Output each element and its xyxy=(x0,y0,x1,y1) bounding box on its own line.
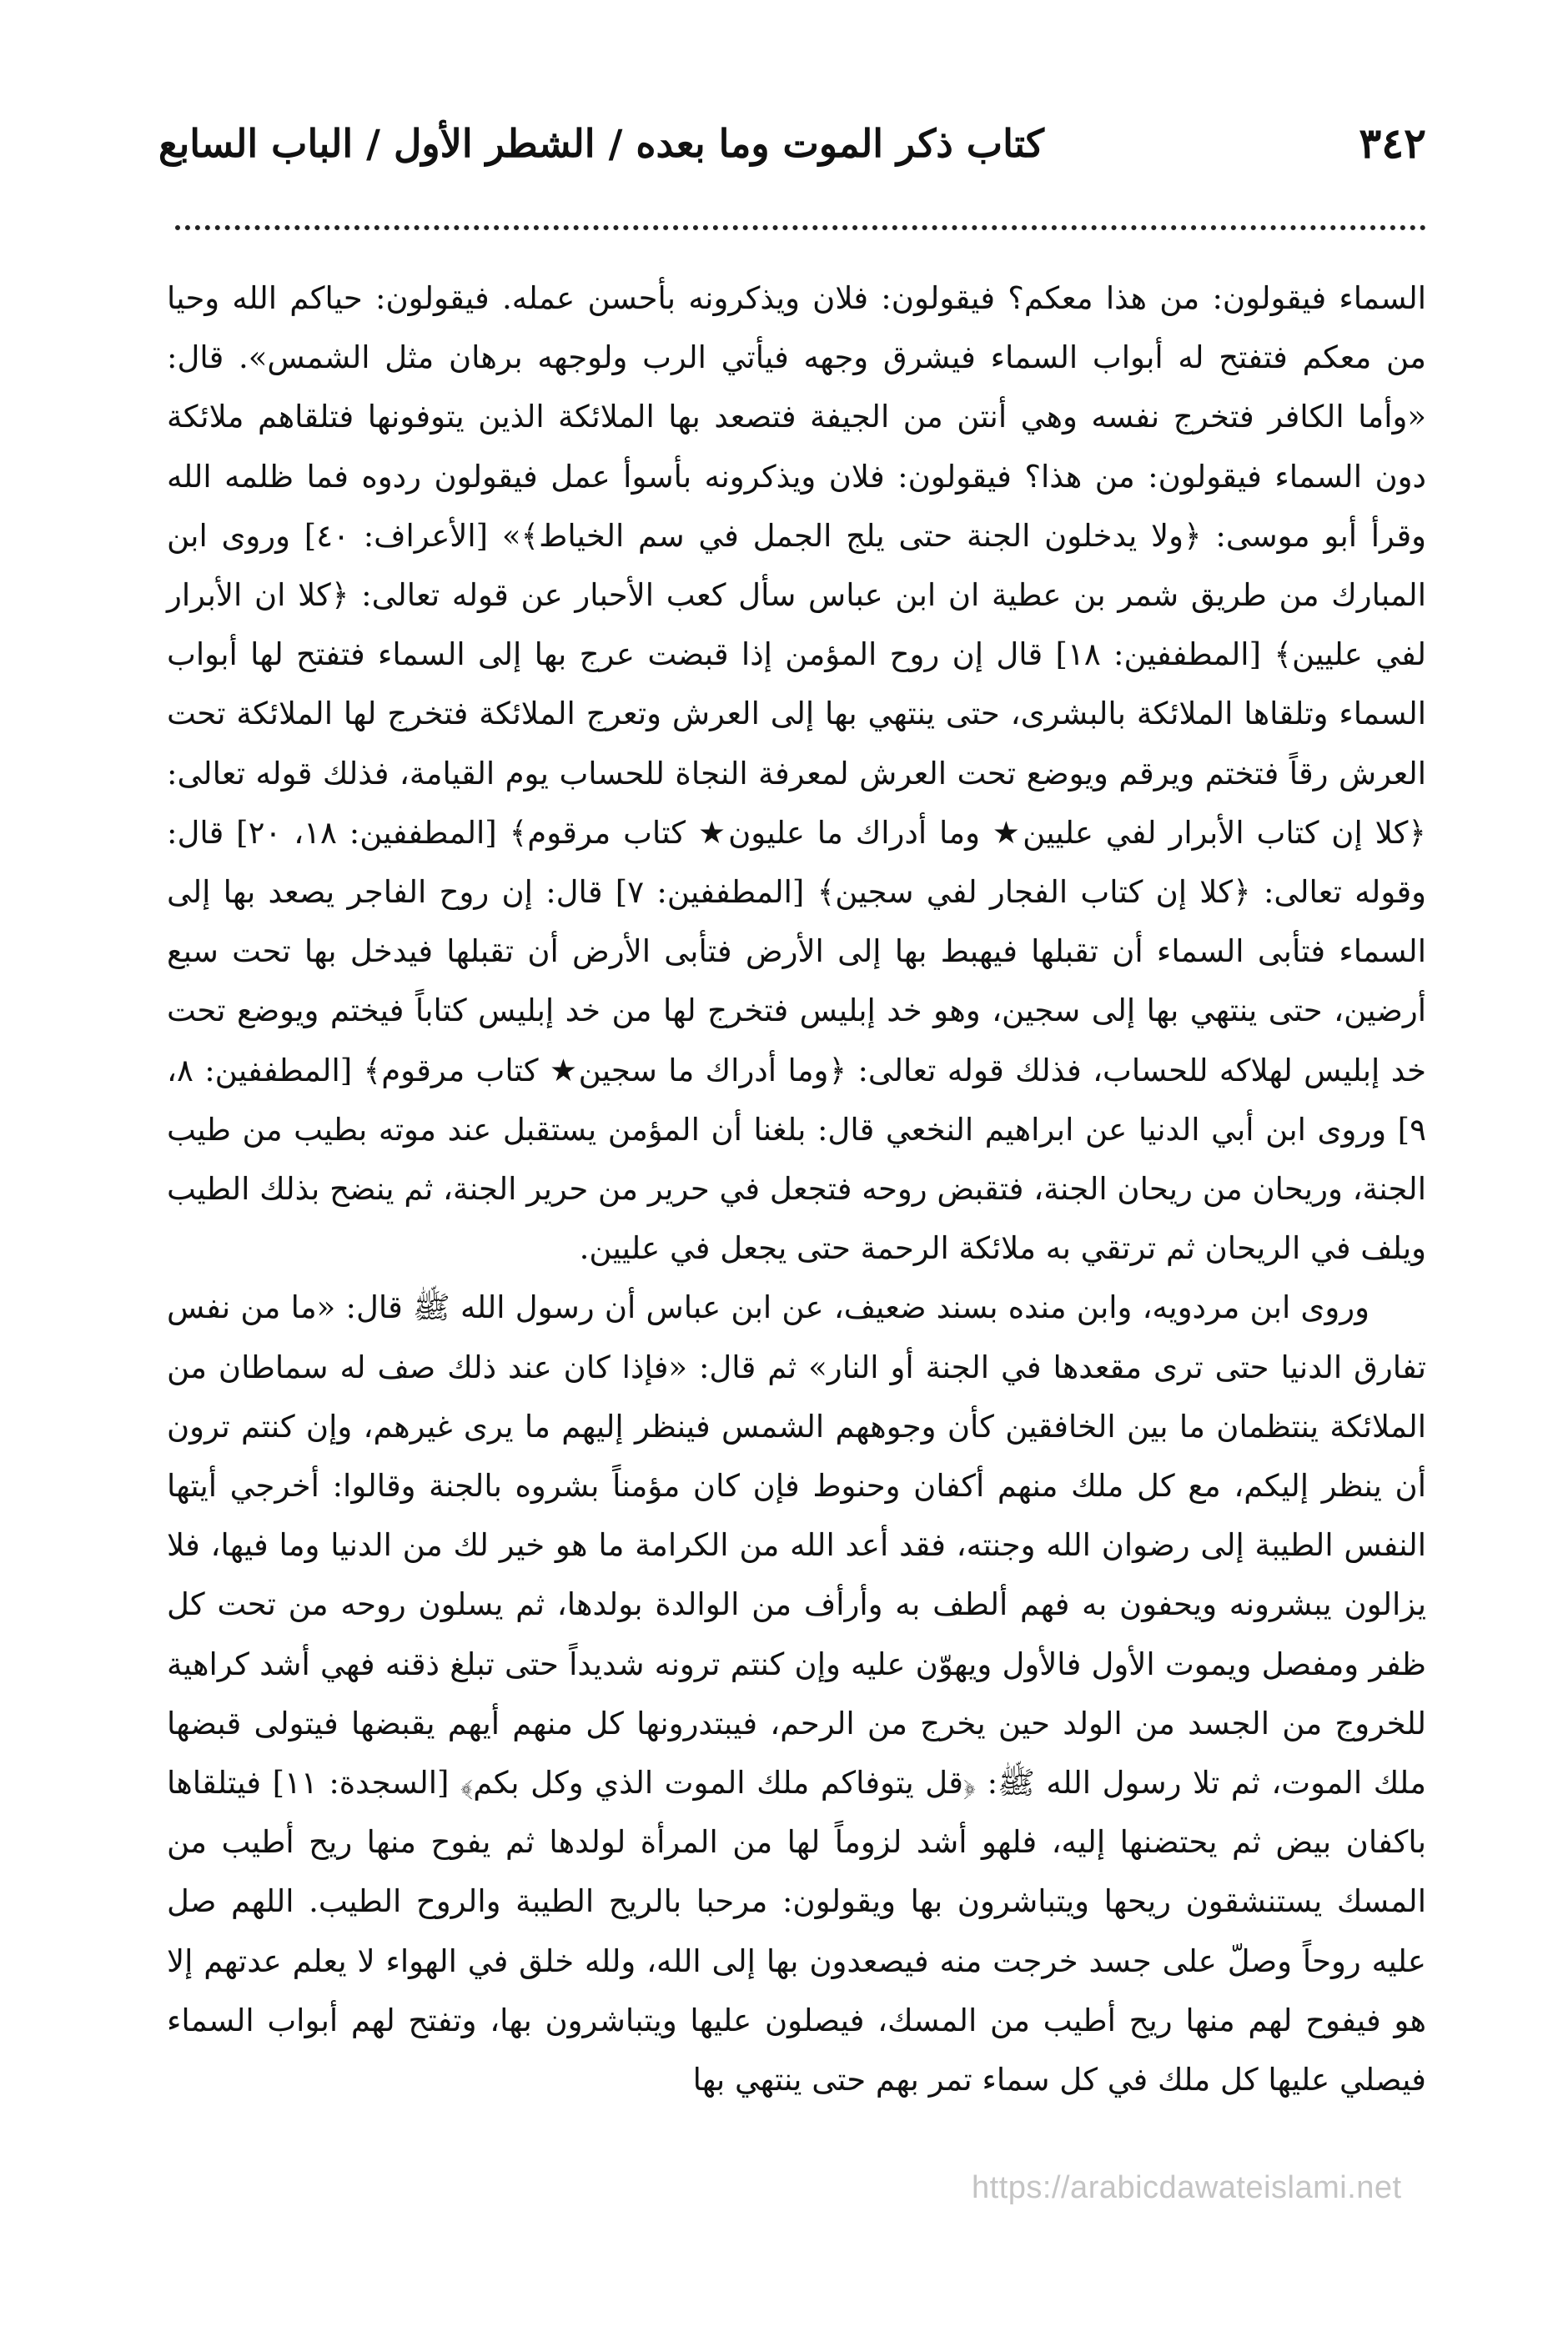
paragraph: وروى ابن مردويه، وابن منده بسند ضعيف، عن ابن عباس أن رسول الله ﷺ قال: «ما من نفس تفارق الدنيا حتى ترى مقعدها في الجنة أو النار» ثم قال: «فإذا كان عند ذلك صف له سماطان من الملائكة ينتظمان ما بين الخافقين كأن وجوههم الشمس فينظر إليهم ما يرى غيرهم، وإن كنتم ترون أن ينظر إليكم، مع كل ملك منهم أكفان وحنوط فإن كان مؤمناً بشروه بالجنة وقالوا: أخرجي أيتها النفس الطيبة إلى رضوان الله وجنته، فقد أعد الله من الكرامة ما هو خير لك من الدنيا وما فيها، فلا يزالون يبشرونه ويحفون به فهم ألطف به وأرأف من الوالدة بولدها، ثم يسلون روحه من تحت كل ظفر ومفصل ويموت الأول فالأول ويهوّن عليه وإن كنتم ترونه شديداً حتى تبلغ ذقنه فهي أشد كراهية للخروج من الجسد من الولد حين يخرج من الرحم، فيبتدرونها كل منهم أيهم يقبضها فيتولى قبضها ملك الموت، ثم تلا رسول الله ﷺ: ﴿قل يتوفاكم ملك الموت الذي وكل بكم﴾ [السجدة: ١١] فيتلقاها باكفان بيض ثم يحتضنها إليه، فلهو أشد لزوماً لها من المرأة لولدها ثم يفوح منها ريح أطيب من المسك يستنشقون ريحها ويتباشرون بها ويقولون: مرحبا بالريح الطيبة والروح الطيب. اللهم صل عليه روحاً وصلّ على جسد خرجت منه فيصعدون بها إلى الله، ولله خلق في الهواء لا يعلم عدتهم إلا هو فيفوح لهم منها ريح أطيب من المسك، فيصلون عليها ويتباشرون بها، وتفتح لهم أبواب السماء فيصلي عليها كل ملك في كل سماء تمر بهم حتى ينتهي بها xyxy=(167,1289,1426,2098)
page-header xyxy=(158,110,1426,185)
page-number: ٣٤٢ xyxy=(1359,118,1426,168)
header-dotted-rule xyxy=(175,225,1426,230)
body-text xyxy=(167,269,1426,2109)
paragraph: السماء فيقولون: من هذا معكم؟ فيقولون: فلان ويذكرونه بأحسن عمله. فيقولون: حياكم الله وحيا من معكم فتفتح له أبواب السماء فيشرق وجهه فيأتي الرب ولوجهه برهان مثل الشمس». قال: «وأما الكافر فتخرج نفسه وهي أنتن من الجيفة فتصعد بها الملائكة الذين يتوفونها فتلقاهم ملائكة دون السماء فيقولون: من هذا؟ فيقولون: فلان ويذكرونه بأسوأ عمل فيقولون ردوه فما ظلمه الله وقرأ أبو موسى: ﴿ولا يدخلون الجنة حتى يلج الجمل في سم الخياط﴾» [الأعراف: ٤٠] وروى ابن المبارك من طريق شمر بن عطية ان ابن عباس سأل كعب الأحبار عن قوله تعالى: ﴿كلا ان الأبرار لفي عليين﴾ [المطففين: ١٨] قال إن روح المؤمن إذا قبضت عرج بها إلى السماء فتفتح لها أبواب السماء وتلقاها الملائكة بالبشرى، حتى ينتهي بها إلى العرش وتعرج الملائكة فتخرج لها الملائكة تحت العرش رقاً فتختم ويرقم ويوضع تحت العرش لمعرفة النجاة للحساب يوم القيامة، فذلك قوله تعالى: ﴿كلا إن كتاب الأبرار لفي عليين★ وما أدراك ما عليون★ كتاب مرقوم﴾ [المطففين: ١٨، ٢٠] قال: وقوله تعالى: ﴿كلا إن كتاب الفجار لفي سجين﴾ [المطففين: ٧] قال: إن روح الفاجر يصعد بها إلى السماء فتأبى السماء أن تقبلها فيهبط بها إلى الأرض فتأبى الأرض أن تقبلها فيدخل بها تحت سبع أرضين، حتى ينتهي بها إلى سجين، وهو خد إبليس فتخرج لها من خد إبليس كتاباً فيختم ويوضع تحت خد إبليس لهلاكه للحساب، فذلك قوله تعالى: ﴿وما أدراك ما سجين★ كتاب مرقوم﴾ [المطففين: ٨، ٩] وروى ابن أبي الدنيا عن ابراهيم النخعي قال: بلغنا أن المؤمن يستقبل عند موته بطيب من طيب الجنة، وريحان من ريحان الجنة، فتقبض روحه فتجعل في حرير من حرير الجنة، ثم ينضح بذلك الطيب ويلف في الريحان ثم ترتقي به ملائكة الرحمة حتى يجعل في عليين. xyxy=(167,280,1427,1267)
watermark-url: https://arabicdawateislami.net xyxy=(972,2170,1402,2205)
running-title: كتاب ذكر الموت وما بعده / الشطر الأول / الباب السابع xyxy=(158,121,1044,166)
